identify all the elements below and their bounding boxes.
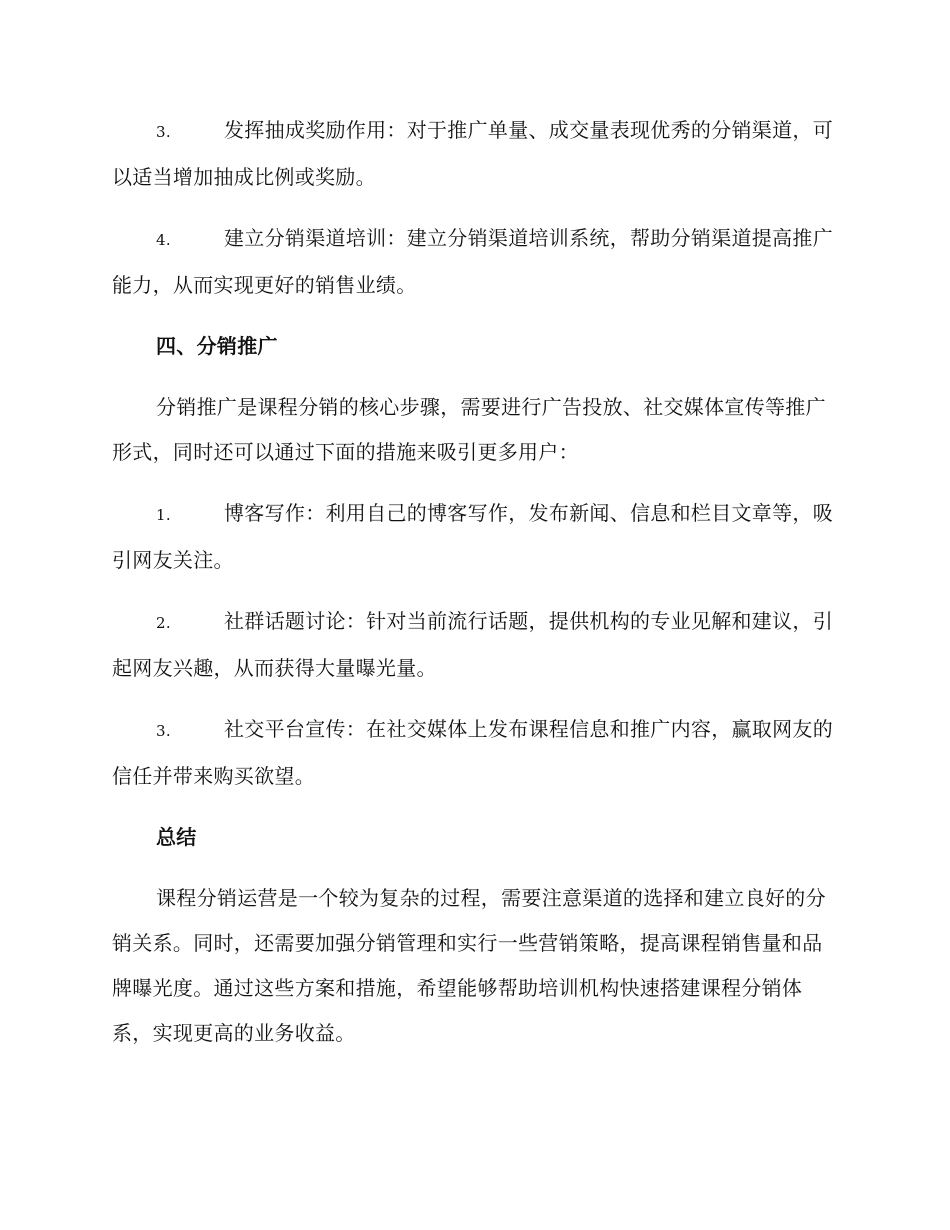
list-item-text: 博客写作：利用自己的博客写作，发布新闻、信息和栏目文章等，吸引网友关注。 (112, 501, 833, 572)
list-item-incentive (112, 108, 834, 200)
list-item-text: 发挥抽成奖励作用：对于推广单量、成交量表现优秀的分销渠道，可以适当增加抽成比例或奖励。 (112, 118, 833, 189)
paragraph-promotion-intro: 分销推广是课程分销的核心步骤，需要进行广告投放、社交媒体宣传等推广形式，同时还可以通过下面的措施来吸引更多用户： (112, 395, 826, 464)
list-item-blog (112, 491, 834, 583)
list-number: 3. (156, 722, 171, 740)
list-item-text: 建立分销渠道培训：建立分销渠道培训系统，帮助分销渠道提高推广能力，从而实现更好的销售业绩。 (112, 226, 833, 297)
list-number: 2. (156, 614, 171, 632)
list-item-text: 社交平台宣传：在社交媒体上发布课程信息和推广内容，赢取网友的信任并带来购买欲望。 (112, 717, 833, 788)
list-item-social (112, 707, 834, 799)
list-number: 3. (156, 123, 171, 141)
list-number: 1. (156, 506, 171, 524)
section-heading-summary: 总结 (156, 825, 197, 849)
list-number: 4. (156, 231, 171, 249)
section-heading-promotion: 四、分销推广 (156, 334, 278, 358)
list-item-community (112, 599, 834, 691)
list-item-training (112, 216, 834, 308)
list-item-text: 社群话题讨论：针对当前流行话题，提供机构的专业见解和建议，引起网友兴趣，从而获得大量曝光量。 (112, 609, 833, 680)
document-body (112, 108, 834, 1072)
paragraph-summary: 课程分销运营是一个较为复杂的过程，需要注意渠道的选择和建立良好的分销关系。同时，还需要加强分销管理和实行一些营销策略，提高课程销售量和品牌曝光度。通过这些方案和措施，希望能够帮助培训机构快速搭建课程分销体系，实现更高的业务收益。 (112, 886, 826, 1045)
